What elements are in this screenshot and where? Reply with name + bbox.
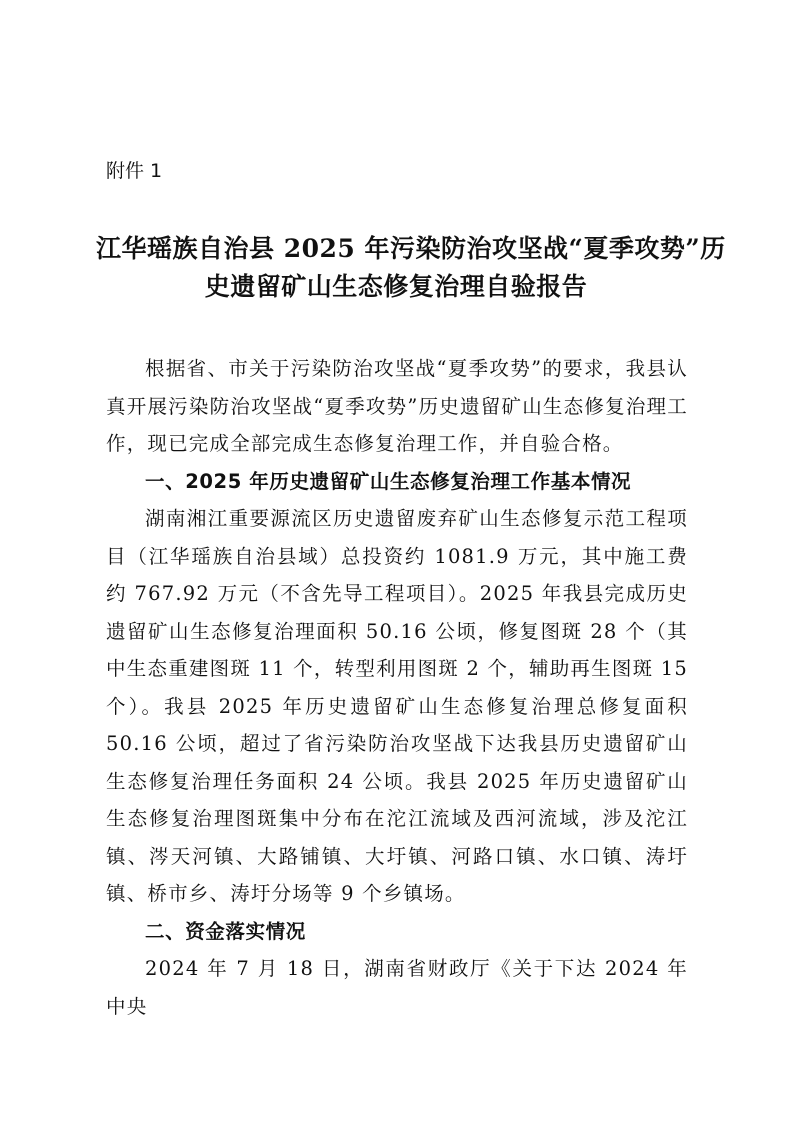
document-title-line-2: 史遗留矿山生态修复治理自验报告 — [204, 272, 588, 301]
section-heading-basic-situation: 一、2025 年历史遗留矿山生态修复治理工作基本情况 — [145, 469, 632, 493]
document-title-line-1: 江华瑶族自治县 2025 年污染防治攻坚战“夏季攻势”历 — [96, 234, 726, 263]
basic-situation-paragraph: 湖南湘江重要源流区历史遗留废弃矿山生态修复示范工程项目（江华瑶族自治县域）总投资约 1081.9 万元，其中施工费约 767.92 万元（不含先导工程项目）。2025 年我县完成历史遗留矿山生态修复治理面积 50.16 公顷，修复图斑 28 个（其中生态重建图斑 11 个，转型利用图斑 2 个，辅助再生图斑 15 个）。我县 2025 年历史遗留矿山生态修复治理总修复面积 50.16 公顷，超过了省污染防治攻坚战下达我县历史遗留矿山生态修复治理任务面积 24 公顷。我县 2025 年历史遗留矿山生态修复治理图斑集中分布在沱江流域及西河流域，涉及沱江镇、涔天河镇、大路铺镇、大圩镇、河路口镇、水口镇、涛圩镇、桥市乡、涛圩分场等 9 个乡镇场。 — [106, 507, 688, 905]
intro-paragraph: 根据省、市关于污染防治攻坚战“夏季攻势”的要求，我县认真开展污染防治攻坚战“夏季攻势”历史遗留矿山生态修复治理工作，现已完成全部完成生态修复治理工作，并自验合格。 — [106, 357, 688, 455]
funding-paragraph: 2024 年 7 月 18 日，湖南省财政厅《关于下达 2024 年中央 — [106, 957, 688, 1018]
document-body — [106, 350, 688, 1025]
document-title — [96, 230, 726, 306]
section-heading-funding: 二、资金落实情况 — [145, 919, 306, 943]
attachment-label: 附件 1 — [106, 160, 163, 182]
